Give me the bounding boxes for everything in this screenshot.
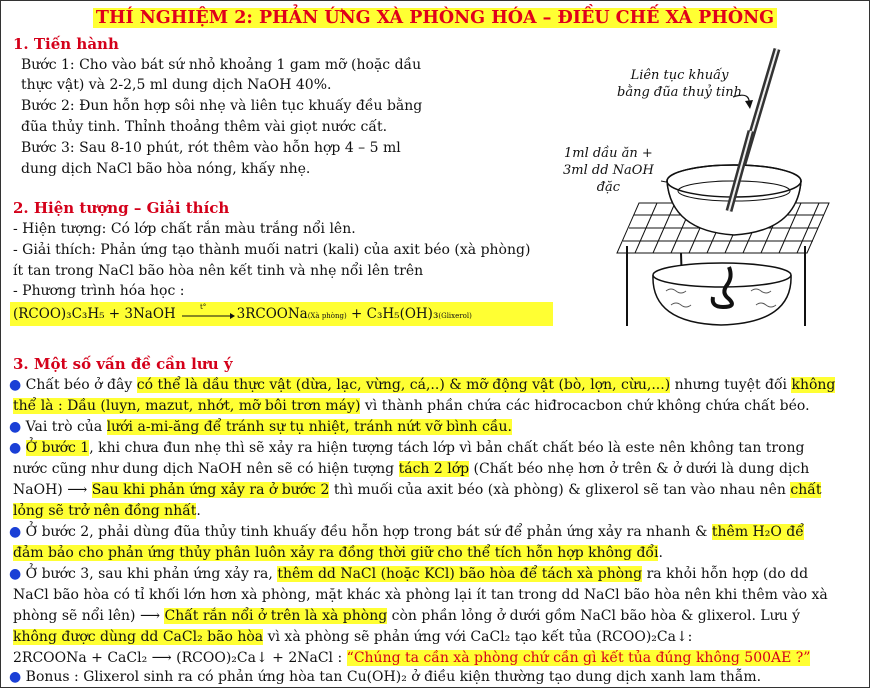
section-3-heading: 3. Một số vấn đề cần lưu ý xyxy=(13,355,233,373)
apparatus-figure xyxy=(561,41,861,331)
note-6-bonus: ● Bonus : Glixerol sinh ra có phản ứng hòa tan Cu(OH)₂ ở điều kiện thường tạo dung dịch xanh lam thẫm. xyxy=(9,669,762,685)
step-1-line-2: thực vật) và 2-2,5 ml dung dịch NaOH 40%. xyxy=(21,77,332,93)
explanation-line-1: - Giải thích: Phản ứng tạo thành muối natri (kali) của axit béo (xà phòng) xyxy=(13,242,531,258)
explanation-line-2: ít tan trong NaCl bão hòa nên kết tinh và nhẹ nổi lên trên xyxy=(13,263,424,279)
note-4-line-2: đảm bảo cho phản ứng thủy phân luôn xảy ra đồng thời giữ cho thể tích hỗn hợp không đổi. xyxy=(13,545,663,561)
note-1-line-1: ● Chất béo ở đây có thể là dầu thực vật (dừa, lạc, vừng, cá,..) & mỡ động vật (bò, lợn, cừu,...) nhưng tuyệt đối không xyxy=(9,377,836,393)
step-3-line-2: dung dịch NaCl bão hòa nóng, khấy nhẹ. xyxy=(21,161,311,177)
product-1-note: (Xà phòng) xyxy=(307,312,347,320)
chemical-equation: (RCOO)₃C₃H₅ + 3NaOH $^{t^\circ}$ 3RCOONa(Xà phòng) + C₃H₅(OH)₃(Glixerol) xyxy=(10,302,553,326)
reaction-arrow-icon xyxy=(180,308,236,322)
note-4-line-1: ● Ở bước 2, phải dùng đũa thủy tinh khuấy đều hỗn hợp trong bát sứ để phản ứng xảy ra nhanh & thêm H₂O để xyxy=(9,524,804,540)
note-2: ● Vai trò của lưới a-mi-ăng để tránh sự tụ nhiệt, tránh nứt vỡ bình cầu. xyxy=(9,419,512,435)
step-1-line-1: Bước 1: Cho vào bát sứ nhỏ khoảng 1 gam mỡ (hoặc dầu xyxy=(21,57,422,73)
step-3-line-1: Bước 3: Sau 8-10 phút, rót thêm vào hỗn hợp 4 – 5 ml xyxy=(21,140,401,156)
reaction-condition: t° xyxy=(199,303,207,311)
note-3-line-3: NaOH) ⟶ Sau khi phản ứng xảy ra ở bước 2 thì muối của axit béo (xà phòng) & glixerol sẽ tan vào nhau nên chất xyxy=(13,482,822,498)
page-title: THÍ NGHIỆM 2: PHẢN ỨNG XÀ PHÒNG HÓA – ĐIỀU CHẾ XÀ PHÒNG xyxy=(1,8,869,28)
note-5-line-5: 2RCOONa + CaCl₂ ⟶ (RCOO)₂Ca↓ + 2NaCl : “Chúng ta cần xà phòng chứ cần gì kết tủa đúng không 500AE ?” xyxy=(13,650,811,666)
note-5-line-4: không được dùng dd CaCl₂ bão hòa vì xà phòng sẽ phản ứng với CaCl₂ tạo kết tủa (RCOO)₂Ca↓: xyxy=(13,629,693,645)
phenomenon-line: - Hiện tượng: Có lớp chất rắn màu trắng nổi lên. xyxy=(13,221,356,237)
note-3-line-1: ● Ở bước 1, khi chưa đun nhẹ thì sẽ xảy ra hiện tượng tách lớp vì bản chất chất béo là este nên không tan trong xyxy=(9,440,805,456)
note-1-line-2: thể là : Dầu (luyn, mazut, nhớt, mỡ bôi trơn máy) vì thành phần chứa các hiđrocacbon chứ không chứa chất béo. xyxy=(13,398,810,414)
product-2-note: (Glixerol) xyxy=(438,312,472,320)
section-2-heading: 2. Hiện tượng – Giải thích xyxy=(13,199,230,217)
note-3-line-2: nước cũng như dung dịch NaOH nên sẽ có hiện tượng tách 2 lớp (Chất béo nhẹ hơn ở trên & ở dưới là dung dịch xyxy=(13,461,810,477)
step-2-line-2: đũa thủy tinh. Thỉnh thoảng thêm vài giọt nước cất. xyxy=(21,119,388,135)
oil-label: 1ml dầu ăn + 3ml dd NaOH đặc xyxy=(563,146,654,195)
note-5-line-2: NaCl bão hòa có tỉ khối lớn hơn xà phòng, mặt khác xà phòng lại ít tan trong dd NaCl bão hòa nên khi thêm vào xà xyxy=(13,587,828,603)
note-3-line-4: lỏng sẽ trở nên đồng nhất. xyxy=(13,503,201,519)
note-5-line-1: ● Ở bước 3, sau khi phản ứng xảy ra, thêm dd NaCl (hoặc KCl) bão hòa để tách xà phòng ra khỏi hỗn hợp (do dd xyxy=(9,566,809,582)
section-1-heading: 1. Tiến hành xyxy=(13,35,119,53)
stir-label: Liên tục khuấy bằng đũa thuỷ tinh xyxy=(617,68,743,100)
note-5-line-3: phòng sẽ nổi lên) ⟶ Chất rắn nổi ở trên là xà phòng còn phần lỏng ở dưới gồm NaCl bão hòa & glixerol. Lưu ý xyxy=(13,608,801,624)
equation-label: - Phương trình hóa học : xyxy=(13,283,185,299)
step-2-line-1: Bước 2: Đun hỗn hợp sôi nhẹ và liên tục khuấy đều bằng xyxy=(21,98,423,114)
